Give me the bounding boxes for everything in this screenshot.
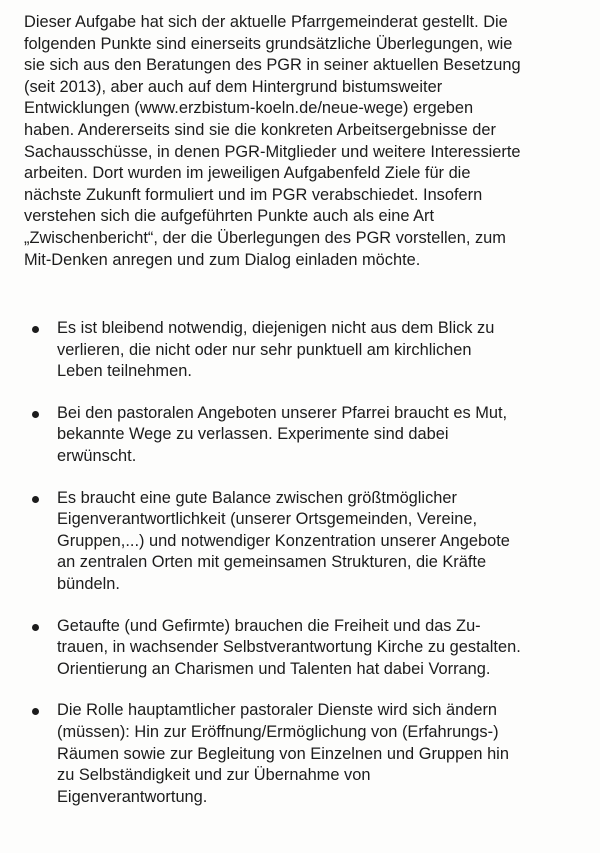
bullet-dot-icon [32, 624, 39, 631]
bullet-line: zu Selbständigkeit und zur Übernahme von [57, 766, 371, 785]
bullet-line: trauen, in wachsender Selbstverantwortung Kirche zu gestalten. [57, 638, 521, 657]
bullet-item [0, 700, 600, 808]
bullet-item [0, 488, 600, 596]
bullet-text [57, 488, 600, 596]
bullet-line: bekannte Wege zu verlassen. Experimente sind dabei [57, 425, 449, 444]
intro-line: sie sich aus den Beratungen des PGR in seiner aktuellen Besetzung [24, 56, 521, 75]
intro-line: arbeiten. Dort wurden im jeweiligen Aufgabenfeld Ziele für die [24, 164, 471, 183]
bullet-text [57, 616, 600, 681]
bullet-line: bündeln. [57, 574, 120, 593]
intro-line: (seit 2013), aber auch auf dem Hintergrund bistumsweiter [24, 77, 443, 96]
bullet-item [0, 616, 600, 681]
bullet-line: Eigenverantwortung. [57, 787, 208, 806]
bullet-text [57, 700, 600, 808]
intro-line: Dieser Aufgabe hat sich der aktuelle Pfarrgemeinderat gestellt. Die [24, 13, 508, 31]
bullet-dot-icon [32, 708, 39, 715]
intro-paragraph [24, 12, 584, 271]
bullet-line: Räumen sowie zur Begleitung von Einzelnen und Gruppen hin [57, 744, 509, 763]
bullet-item [0, 318, 600, 383]
bullet-line: Eigenverantwortlichkeit (unserer Ortsgemeinden, Vereine, [57, 510, 477, 529]
bullet-line: Leben teilnehmen. [57, 362, 192, 381]
bullet-line: Bei den pastoralen Angeboten unserer Pfarrei braucht es Mut, [57, 403, 508, 422]
intro-line: Mit-Denken anregen und zum Dialog einladen möchte. [24, 250, 421, 269]
bullet-line: an zentralen Orten mit gemeinsamen Strukturen, die Kräfte [57, 553, 487, 572]
intro-line: „Zwischenbericht“, der die Überlegungen des PGR vorstellen, zum [24, 228, 506, 247]
bullet-text [57, 403, 600, 468]
bullet-dot-icon [32, 326, 39, 333]
intro-line: folgenden Punkte sind einerseits grundsätzliche Überlegungen, wie [24, 34, 513, 53]
bullet-line: Orientierung an Charismen und Talenten hat dabei Vorrang. [57, 659, 491, 678]
bullet-text [57, 318, 600, 383]
intro-line: haben. Andererseits sind sie die konkreten Arbeitsergebnisse der [24, 120, 496, 139]
bullet-line: Getaufte (und Gefirmte) brauchen die Freiheit und das Zu- [57, 616, 481, 635]
intro-line: Sachausschüsse, in denen PGR-Mitglieder und weitere Interessierte [24, 142, 521, 161]
intro-line: Entwicklungen (www.erzbistum-koeln.de/neue-wege) ergeben [24, 99, 474, 118]
bullet-line: Gruppen,...) und notwendiger Konzentration unserer Angebote [57, 531, 510, 550]
bullet-line: verlieren, die nicht oder nur sehr punktuell am kirchlichen [57, 340, 472, 359]
bullet-line: erwünscht. [57, 446, 137, 465]
intro-line: nächste Zukunft formuliert und im PGR verabschiedet. Insofern [24, 185, 483, 204]
bullet-dot-icon [32, 411, 39, 418]
bullet-line: (müssen): Hin zur Eröffnung/Ermöglichung von (Erfahrungs-) [57, 722, 499, 741]
bullet-line: Die Rolle hauptamtlicher pastoraler Dienste wird sich ändern [57, 701, 498, 720]
bullet-list [0, 318, 600, 828]
bullet-line: Es ist bleibend notwendig, diejenigen nicht aus dem Blick zu [57, 319, 495, 337]
intro-line: verstehen sich die aufgeführten Punkte auch als eine Art [24, 207, 435, 226]
bullet-dot-icon [32, 496, 39, 503]
bullet-line: Es braucht eine gute Balance zwischen größtmöglicher [57, 488, 457, 507]
bullet-item [0, 403, 600, 468]
